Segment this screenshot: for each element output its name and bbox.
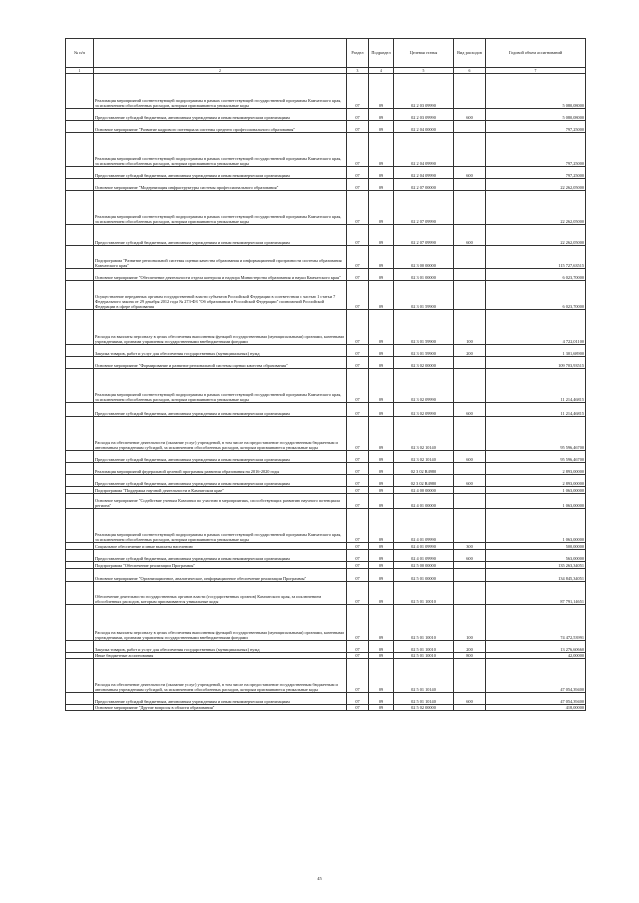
row-razdel-cell: 07 (347, 569, 369, 582)
row-sum-cell: 5 080,08000 (486, 74, 586, 109)
row-number-cell (66, 641, 94, 653)
row-csr-cell: 02 4 01 09990 (394, 543, 454, 550)
row-csr-cell: 02 2 03 09990 (394, 74, 454, 109)
row-razdel-cell: 07 (347, 167, 369, 179)
row-number-cell (66, 509, 94, 543)
row-podrazdel-cell: 09 (369, 659, 394, 693)
row-razdel-cell: 07 (347, 281, 369, 310)
table-row (66, 281, 586, 310)
row-csr-cell: 02 5 01 10010 (394, 653, 454, 659)
row-number-cell (66, 167, 94, 179)
row-number-cell (66, 369, 94, 403)
table-row (66, 475, 586, 487)
row-csr-cell: 02 3 02 09990 (394, 403, 454, 417)
index-cell: 5 (394, 68, 454, 74)
table-row (66, 357, 586, 369)
row-razdel-cell: 07 (347, 543, 369, 550)
row-razdel-cell: 07 (347, 451, 369, 463)
row-csr-cell: 02 2 07 09990 (394, 225, 454, 246)
row-razdel-cell: 07 (347, 345, 369, 357)
row-number-cell (66, 246, 94, 269)
row-sum-cell: 87 791,14651 (486, 582, 586, 605)
row-csr-cell: 02 5 01 10010 (394, 582, 454, 605)
row-podrazdel-cell: 09 (369, 310, 394, 345)
row-name-cell: Основное мероприятие "Организационное, аналитическое, информационное обеспечение реализации Программы" (94, 569, 347, 582)
row-csr-cell: 02 3 02 10140 (394, 451, 454, 463)
row-razdel-cell: 07 (347, 74, 369, 109)
row-name-cell: Подпрограмма "Развитие региональной системы оценки качества образования и информационной прозрачности системы образования Камчатского края" (94, 246, 347, 269)
row-sum-cell: 74 472,53991 (486, 605, 586, 641)
row-podrazdel-cell: 09 (369, 494, 394, 509)
row-number-cell (66, 281, 94, 310)
table-row (66, 693, 586, 705)
row-number-cell (66, 225, 94, 246)
row-podrazdel-cell: 09 (369, 357, 394, 369)
row-name-cell: Расходы на выплаты персоналу в целях обеспечения выполнения функций государственными (муниципальными) органами, казенными учреждениями, органами управления государственными внебюджетными фондами (94, 310, 347, 345)
row-razdel-cell: 07 (347, 369, 369, 403)
row-podrazdel-cell: 09 (369, 562, 394, 569)
row-razdel-cell: 07 (347, 109, 369, 121)
row-razdel-cell: 07 (347, 121, 369, 133)
row-csr-cell: 02 3 01 59900 (394, 345, 454, 357)
row-name-cell: Реализация мероприятий соответствующей подпрограммы в рамках соответствующей государственной программы Камчатского края, за исключением обособленных расходов, которым присваиваются уникальные коды (94, 369, 347, 403)
table-row (66, 451, 586, 463)
row-csr-cell: 02 3 02 00000 (394, 357, 454, 369)
row-sum-cell: 6 023,70000 (486, 281, 586, 310)
row-vr-cell: 200 (454, 345, 486, 357)
row-podrazdel-cell: 09 (369, 179, 394, 191)
row-podrazdel-cell: 09 (369, 269, 394, 281)
row-name-cell: Основное мероприятие "Обеспечение деятельности отдела контроля и надзора Министерства образования и науки Камчатского края" (94, 269, 347, 281)
table-row (66, 191, 586, 225)
table-row (66, 345, 586, 357)
row-number-cell (66, 109, 94, 121)
row-csr-cell: 02 5 01 10140 (394, 693, 454, 705)
row-razdel-cell: 07 (347, 191, 369, 225)
row-number-cell (66, 74, 94, 109)
row-number-cell (66, 659, 94, 693)
header-name (94, 39, 347, 68)
row-razdel-cell: 07 (347, 179, 369, 191)
row-number-cell (66, 605, 94, 641)
table-body (66, 74, 586, 711)
row-podrazdel-cell: 09 (369, 653, 394, 659)
table-header-row (66, 39, 586, 68)
row-csr-cell: 02 2 07 09990 (394, 191, 454, 225)
row-name-cell: Осуществление переданных органам государственной власти субъектов Российской Федерации в соответствии с частью 1 статьи 7 Федерального закона от 29 декабря 2012 года № 273-ФЗ "Об образовании в Российской Федерации" полномочий Российской Федерации в сфере образования (94, 281, 347, 310)
row-sum-cell: 42,00000 (486, 653, 586, 659)
row-csr-cell: 02 4 01 00000 (394, 494, 454, 509)
row-name-cell: Подпрограмма "Поддержка научной деятельности в Камчатском крае" (94, 487, 347, 494)
row-number-cell (66, 463, 94, 475)
header-num: № п/п (66, 39, 94, 68)
row-razdel-cell: 07 (347, 562, 369, 569)
row-name-cell: Реализация мероприятий соответствующей подпрограммы в рамках соответствующей государственной программы Камчатского края, за исключением обособленных расходов, которым присваиваются уникальные коды (94, 509, 347, 543)
row-number-cell (66, 403, 94, 417)
row-razdel-cell: 07 (347, 357, 369, 369)
row-vr-cell (454, 705, 486, 711)
table-row (66, 167, 586, 179)
row-razdel-cell: 07 (347, 463, 369, 475)
row-vr-cell: 100 (454, 605, 486, 641)
row-number-cell (66, 543, 94, 550)
row-csr-cell: 02 4 01 09990 (394, 509, 454, 543)
row-sum-cell: 115 727,63515 (486, 246, 586, 269)
row-name-cell: Основное мероприятие "Другие вопросы в области образования" (94, 705, 347, 711)
row-podrazdel-cell: 09 (369, 167, 394, 179)
row-razdel-cell: 07 (347, 133, 369, 167)
row-vr-cell: 600 (454, 451, 486, 463)
row-podrazdel-cell: 09 (369, 582, 394, 605)
row-csr-cell: 02 2 04 09990 (394, 167, 454, 179)
row-razdel-cell: 07 (347, 705, 369, 711)
table-row (66, 509, 586, 543)
index-cell: 2 (94, 68, 347, 74)
row-razdel-cell: 07 (347, 659, 369, 693)
row-name-cell: Расходы на обеспечение деятельности (оказание услуг) учреждений, в том числе на предоставление государственным бюджетным и автономным учреждениям субсидий, за исключением обособленных расходов, которым присваиваются уникальные коды (94, 659, 347, 693)
table-row (66, 562, 586, 569)
row-number-cell (66, 345, 94, 357)
row-sum-cell: 797,25000 (486, 167, 586, 179)
row-sum-cell: 1 063,00000 (486, 494, 586, 509)
row-sum-cell: 563,00000 (486, 550, 586, 562)
row-number-cell (66, 569, 94, 582)
table-row (66, 310, 586, 345)
row-name-cell: Подпрограмма "Обеспечение реализации Программы" (94, 562, 347, 569)
row-podrazdel-cell: 09 (369, 345, 394, 357)
row-number-cell (66, 179, 94, 191)
header-podrazdel: Подраздел (369, 39, 394, 68)
row-razdel-cell: 07 (347, 653, 369, 659)
row-name-cell: Обеспечение деятельности государственных органов власти (государственных органов) Камчатского края, за исключением обособленных расходов, которым присваиваются уникальные коды (94, 582, 347, 605)
row-number-cell (66, 121, 94, 133)
table-row (66, 109, 586, 121)
row-vr-cell (454, 357, 486, 369)
row-podrazdel-cell: 09 (369, 475, 394, 487)
row-sum-cell: 22 262,05000 (486, 179, 586, 191)
row-sum-cell: 797,25000 (486, 121, 586, 133)
row-sum-cell: 11 214,46815 (486, 403, 586, 417)
row-vr-cell: 600 (454, 475, 486, 487)
row-vr-cell (454, 659, 486, 693)
row-csr-cell: 02 3 02 R4980 (394, 463, 454, 475)
row-podrazdel-cell: 09 (369, 133, 394, 167)
row-vr-cell: 600 (454, 550, 486, 562)
row-sum-cell: 6 023,70000 (486, 269, 586, 281)
row-vr-cell: 600 (454, 403, 486, 417)
row-name-cell: Расходы на выплаты персоналу в целях обеспечения выполнения функций государственными (муниципальными) органами, казенными учреждениями, органами управления государственными внебюджетными фондами (94, 605, 347, 641)
row-csr-cell: 02 3 00 00000 (394, 246, 454, 269)
row-vr-cell (454, 369, 486, 403)
row-number-cell (66, 417, 94, 451)
row-number-cell (66, 705, 94, 711)
row-name-cell: Основное мероприятие "Модернизация инфраструктуры системы профессионального образования" (94, 179, 347, 191)
row-sum-cell: 4 722,01100 (486, 310, 586, 345)
row-vr-cell (454, 509, 486, 543)
table-row (66, 659, 586, 693)
row-sum-cell: 47 054,39400 (486, 693, 586, 705)
row-vr-cell: 200 (454, 641, 486, 653)
row-podrazdel-cell: 09 (369, 569, 394, 582)
table-row (66, 605, 586, 641)
row-csr-cell: 02 2 04 00000 (394, 121, 454, 133)
row-number-cell (66, 191, 94, 225)
row-sum-cell: 1 063,00000 (486, 487, 586, 494)
row-razdel-cell: 07 (347, 487, 369, 494)
row-name-cell: Предоставление субсидий бюджетным, автономным учреждениям и иным некоммерческим организациям (94, 451, 347, 463)
row-csr-cell: 02 3 02 R4980 (394, 475, 454, 487)
row-name-cell: Иные бюджетные ассигнования (94, 653, 347, 659)
table-row (66, 74, 586, 109)
row-sum-cell: 134 845,34051 (486, 569, 586, 582)
row-number-cell (66, 357, 94, 369)
row-number-cell (66, 475, 94, 487)
table-row (66, 641, 586, 653)
row-sum-cell: 418,00000 (486, 705, 586, 711)
row-vr-cell (454, 562, 486, 569)
row-csr-cell: 02 3 01 59900 (394, 310, 454, 345)
row-vr-cell: 600 (454, 109, 486, 121)
table-row (66, 582, 586, 605)
row-csr-cell: 02 5 01 10140 (394, 659, 454, 693)
row-razdel-cell: 07 (347, 417, 369, 451)
row-sum-cell: 2 893,00000 (486, 475, 586, 487)
row-razdel-cell: 07 (347, 494, 369, 509)
table-row (66, 246, 586, 269)
row-csr-cell: 02 3 02 10140 (394, 417, 454, 451)
header-csr: Целевая статья (394, 39, 454, 68)
row-name-cell: Предоставление субсидий бюджетным, автономным учреждениям и иным некоммерческим организациям (94, 109, 347, 121)
row-podrazdel-cell: 09 (369, 605, 394, 641)
table-row (66, 179, 586, 191)
table-row (66, 487, 586, 494)
table-row (66, 543, 586, 550)
row-number-cell (66, 582, 94, 605)
row-podrazdel-cell: 09 (369, 281, 394, 310)
row-razdel-cell: 07 (347, 475, 369, 487)
row-number-cell (66, 562, 94, 569)
row-sum-cell: 1 301,68900 (486, 345, 586, 357)
row-sum-cell: 500,00000 (486, 543, 586, 550)
row-sum-cell: 47 054,39400 (486, 659, 586, 693)
row-razdel-cell: 07 (347, 509, 369, 543)
row-name-cell: Закупка товаров, работ и услуг для обеспечения государственных (муниципальных) нужд (94, 345, 347, 357)
row-number-cell (66, 550, 94, 562)
row-razdel-cell: 07 (347, 269, 369, 281)
row-number-cell (66, 451, 94, 463)
row-name-cell: Предоставление субсидий бюджетным, автономным учреждениям и иным некоммерческим организациям (94, 225, 347, 246)
row-csr-cell: 02 5 01 10010 (394, 605, 454, 641)
row-vr-cell (454, 281, 486, 310)
row-csr-cell: 02 3 02 09990 (394, 369, 454, 403)
row-podrazdel-cell: 09 (369, 550, 394, 562)
row-csr-cell: 02 5 01 10010 (394, 641, 454, 653)
row-name-cell: Основное мероприятие "Формирование и развитие региональной системы оценки качества образования" (94, 357, 347, 369)
row-sum-cell: 5 080,08000 (486, 109, 586, 121)
row-sum-cell: 797,25000 (486, 133, 586, 167)
table-row (66, 369, 586, 403)
row-podrazdel-cell: 09 (369, 641, 394, 653)
row-sum-cell: 11 214,46815 (486, 369, 586, 403)
row-csr-cell: 02 5 01 00000 (394, 569, 454, 582)
row-podrazdel-cell: 09 (369, 369, 394, 403)
row-sum-cell: 22 262,05000 (486, 191, 586, 225)
row-podrazdel-cell: 09 (369, 109, 394, 121)
row-csr-cell: 02 2 04 09990 (394, 133, 454, 167)
header-vr: Вид расходов (454, 39, 486, 68)
row-vr-cell (454, 494, 486, 509)
row-vr-cell (454, 569, 486, 582)
row-number-cell (66, 487, 94, 494)
document-page (65, 38, 585, 711)
row-vr-cell (454, 246, 486, 269)
header-sum: Годовой объем ассигнований (486, 39, 586, 68)
table-row (66, 121, 586, 133)
row-name-cell: Реализация мероприятий соответствующей подпрограммы в рамках соответствующей государственной программы Камчатского края, за исключением обособленных расходов, которым присваиваются уникальные коды (94, 191, 347, 225)
row-podrazdel-cell: 09 (369, 463, 394, 475)
row-razdel-cell: 07 (347, 225, 369, 246)
table-row (66, 225, 586, 246)
page-number: 45 (317, 876, 322, 881)
row-podrazdel-cell: 09 (369, 543, 394, 550)
row-sum-cell: 2 893,00000 (486, 463, 586, 475)
row-podrazdel-cell: 09 (369, 487, 394, 494)
row-vr-cell (454, 582, 486, 605)
row-razdel-cell: 07 (347, 550, 369, 562)
table-row (66, 463, 586, 475)
row-number-cell (66, 494, 94, 509)
index-cell: 3 (347, 68, 369, 74)
index-cell: 4 (369, 68, 394, 74)
row-sum-cell: 135 263,34051 (486, 562, 586, 569)
budget-table (65, 38, 586, 711)
row-sum-cell: 13 276,60660 (486, 641, 586, 653)
row-sum-cell: 1 063,00000 (486, 509, 586, 543)
table-row (66, 133, 586, 167)
index-cell: 6 (454, 68, 486, 74)
row-podrazdel-cell: 09 (369, 693, 394, 705)
index-cell: 7 (486, 68, 586, 74)
row-vr-cell (454, 121, 486, 133)
table-row (66, 705, 586, 711)
row-name-cell: Предоставление субсидий бюджетным, автономным учреждениям и иным некоммерческим организациям (94, 475, 347, 487)
row-sum-cell: 109 703,93515 (486, 357, 586, 369)
row-sum-cell: 22 262,05000 (486, 225, 586, 246)
row-csr-cell: 02 3 01 00000 (394, 269, 454, 281)
row-podrazdel-cell: 09 (369, 403, 394, 417)
row-razdel-cell: 07 (347, 246, 369, 269)
row-podrazdel-cell: 09 (369, 246, 394, 269)
index-cell: 1 (66, 68, 94, 74)
row-sum-cell: 95 596,46700 (486, 451, 586, 463)
row-vr-cell: 600 (454, 225, 486, 246)
row-podrazdel-cell: 09 (369, 121, 394, 133)
row-razdel-cell: 07 (347, 403, 369, 417)
row-name-cell: Реализация мероприятий соответствующей подпрограммы в рамках соответствующей государственной программы Камчатского края, за исключением обособленных расходов, которым присваиваются уникальные коды (94, 74, 347, 109)
row-vr-cell: 100 (454, 310, 486, 345)
row-vr-cell (454, 463, 486, 475)
row-podrazdel-cell: 09 (369, 451, 394, 463)
row-number-cell (66, 310, 94, 345)
row-name-cell: Предоставление субсидий бюджетным, автономным учреждениям и иным некоммерческим организациям (94, 403, 347, 417)
row-number-cell (66, 269, 94, 281)
row-name-cell: Основное мероприятие "Развитие кадрового потенциала системы среднего профессионального образования" (94, 121, 347, 133)
row-sum-cell: 95 596,46700 (486, 417, 586, 451)
row-csr-cell: 02 3 01 59900 (394, 281, 454, 310)
row-podrazdel-cell: 09 (369, 191, 394, 225)
row-name-cell: Социальное обеспечение и иные выплаты населению (94, 543, 347, 550)
row-razdel-cell: 07 (347, 641, 369, 653)
row-name-cell: Предоставление субсидий бюджетным, автономным учреждениям и иным некоммерческим организациям (94, 693, 347, 705)
table-row (66, 494, 586, 509)
header-razdel: Раздел (347, 39, 369, 68)
row-name-cell: Реализация мероприятий соответствующей подпрограммы в рамках соответствующей государственной программы Камчатского края, за исключением обособленных расходов, которым присваиваются уникальные коды (94, 133, 347, 167)
row-vr-cell (454, 417, 486, 451)
row-razdel-cell: 07 (347, 310, 369, 345)
row-vr-cell (454, 133, 486, 167)
table-row (66, 417, 586, 451)
row-podrazdel-cell: 09 (369, 705, 394, 711)
row-csr-cell: 02 2 07 00000 (394, 179, 454, 191)
row-vr-cell (454, 269, 486, 281)
row-vr-cell (454, 74, 486, 109)
row-name-cell: Реализация мероприятий федеральной целевой программы развития образования на 2016-2020 годы (94, 463, 347, 475)
row-vr-cell (454, 179, 486, 191)
row-podrazdel-cell: 09 (369, 417, 394, 451)
row-razdel-cell: 07 (347, 582, 369, 605)
row-name-cell: Предоставление субсидий бюджетным, автономным учреждениям и иным некоммерческим организациям (94, 550, 347, 562)
row-vr-cell: 600 (454, 693, 486, 705)
row-razdel-cell: 07 (347, 605, 369, 641)
table-row (66, 269, 586, 281)
row-csr-cell: 02 4 00 00000 (394, 487, 454, 494)
row-csr-cell: 02 4 01 09990 (394, 550, 454, 562)
row-podrazdel-cell: 09 (369, 74, 394, 109)
row-vr-cell: 300 (454, 543, 486, 550)
row-name-cell: Закупка товаров, работ и услуг для обеспечения государственных (муниципальных) нужд (94, 641, 347, 653)
row-csr-cell: 02 5 02 00000 (394, 705, 454, 711)
row-csr-cell: 02 5 00 00000 (394, 562, 454, 569)
row-razdel-cell: 07 (347, 693, 369, 705)
table-row (66, 550, 586, 562)
row-vr-cell: 800 (454, 653, 486, 659)
row-podrazdel-cell: 09 (369, 225, 394, 246)
table-row (66, 403, 586, 417)
row-vr-cell (454, 191, 486, 225)
row-number-cell (66, 133, 94, 167)
row-csr-cell: 02 2 03 09990 (394, 109, 454, 121)
row-name-cell: Предоставление субсидий бюджетным, автономным учреждениям и иным некоммерческим организациям (94, 167, 347, 179)
row-podrazdel-cell: 09 (369, 509, 394, 543)
row-name-cell: Основное мероприятие "Содействие ученым Камчатки по участию в мероприятиях, способствующих развитию научного потенциала региона" (94, 494, 347, 509)
row-vr-cell: 600 (454, 167, 486, 179)
row-number-cell (66, 693, 94, 705)
row-name-cell: Расходы на обеспечение деятельности (оказание услуг) учреждений, в том числе на предоставление государственным бюджетным и автономным учреждениям субсидий, за исключением обособленных расходов, которым присваиваются уникальные коды (94, 417, 347, 451)
table-row (66, 569, 586, 582)
row-vr-cell (454, 487, 486, 494)
